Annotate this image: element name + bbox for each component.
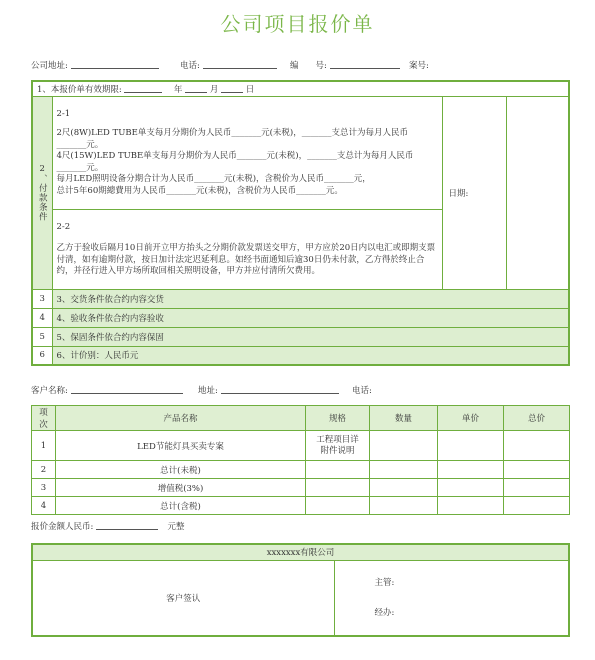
row-spec[interactable]: [306, 461, 370, 479]
terms-table: [31, 80, 570, 366]
phone-label: 电话:: [179, 61, 200, 71]
amount-blank[interactable]: [96, 521, 158, 530]
signature-row: [32, 560, 569, 636]
payment-2-1-line: 2尺(8W)LED TUBE单支每月分期价为人民币_______元(未税)，_______支总计为每月人民币_______元。: [56, 128, 408, 150]
row-index: 3: [32, 479, 56, 497]
table-row: [32, 497, 570, 515]
terms-row: [32, 346, 569, 365]
col-header-price: 单价: [438, 406, 504, 431]
customer-address-blank[interactable]: [221, 385, 339, 394]
customer-info-line: [31, 384, 571, 396]
row-spec[interactable]: [306, 497, 370, 515]
signature-table: [31, 543, 570, 637]
payment-2-1-line: 每月LED照明设备分期合计为人民币_______元(未税)，含税价为人民币_______元，: [56, 174, 371, 184]
row-price[interactable]: [438, 479, 504, 497]
approval-cell: [334, 560, 569, 636]
payment-2-1: [52, 96, 442, 209]
amount-label: 报价金额人民币:: [31, 522, 94, 532]
row-qty[interactable]: [370, 479, 438, 497]
terms-row: [32, 308, 569, 327]
payment-row-1: [32, 96, 569, 209]
payment-2-2: [52, 209, 442, 289]
company-info-line: [31, 59, 571, 71]
day-label: 日: [245, 84, 255, 95]
col-header-total: 总价: [504, 406, 570, 431]
payment-vertical-label: 、付款条件: [37, 173, 48, 222]
col-header-product: 产品名称: [56, 406, 306, 431]
terms-row-text: 5、保固条件依合约内容保固: [52, 327, 569, 346]
row-total[interactable]: [504, 431, 570, 461]
row-qty[interactable]: [370, 461, 438, 479]
product-table: [31, 405, 570, 515]
company-address-label: 公司地址:: [31, 61, 68, 71]
col-header-index: 项次: [32, 406, 56, 431]
table-row: [32, 479, 570, 497]
signature-header-row: [32, 544, 569, 560]
manager-label[interactable]: 主管:: [374, 577, 395, 588]
case-number-label: 案号:: [408, 61, 429, 71]
terms-row-num: 4: [32, 308, 52, 327]
date-value-cell[interactable]: [506, 96, 569, 289]
validity-year-blank[interactable]: [124, 84, 162, 93]
row-qty[interactable]: [370, 497, 438, 515]
validity-row: [32, 81, 569, 96]
row-price[interactable]: [438, 461, 504, 479]
terms-row: [32, 327, 569, 346]
customer-phone-label: 电话:: [351, 386, 372, 396]
date-cell: 日期:: [442, 96, 506, 289]
payment-num: 2: [39, 163, 45, 174]
number-blank[interactable]: [330, 60, 400, 69]
company-name: xxxxxxx有限公司: [32, 544, 569, 560]
company-address-blank[interactable]: [71, 60, 159, 69]
payment-2-1-title: 2-1: [56, 108, 71, 119]
terms-row-text: 3、交货条件依合约内容交货: [52, 289, 569, 308]
validity-month-blank[interactable]: [185, 84, 207, 93]
month-label: 月: [209, 84, 219, 95]
row-index: 1: [32, 431, 56, 461]
row-product: 总计(含税): [56, 497, 306, 515]
terms-row-text: 6、计价别：人民币元: [52, 346, 569, 365]
row-product: 总计(未税): [56, 461, 306, 479]
row-total[interactable]: [504, 461, 570, 479]
row-index: 2: [32, 461, 56, 479]
row-spec[interactable]: [306, 479, 370, 497]
terms-row-text: 4、验收条件依合约内容验收: [52, 308, 569, 327]
customer-name-blank[interactable]: [71, 385, 183, 394]
amount-line: [31, 520, 571, 532]
table-row: [32, 431, 570, 461]
row-total[interactable]: [504, 497, 570, 515]
terms-row-num: 3: [32, 289, 52, 308]
table-row: [32, 461, 570, 479]
number-label: 编 号:: [289, 61, 327, 71]
row-price[interactable]: [438, 431, 504, 461]
page-title: 公司项目报价单: [220, 12, 375, 36]
row-product: 增值税(3%): [56, 479, 306, 497]
row-index: 4: [32, 497, 56, 515]
validity-day-blank[interactable]: [221, 84, 243, 93]
col-header-qty: 数量: [370, 406, 438, 431]
payment-2-2-title: 2-2: [56, 221, 71, 232]
customer-name-label: 客户名称:: [31, 386, 68, 396]
payment-2-2-text: 乙方于验收后隔月10日前开立甲方抬头之分期价款发票送交甲方，甲方应於20日内以电汇或即期支票付清，如有逾期付款，按日加计法定迟延利息。如经书面通知后逾30日仍未付款，乙方得於终止合约，并径行进入甲方场所取回相关照明设备，甲方并应付清所欠费用。: [56, 243, 436, 276]
row-price[interactable]: [438, 497, 504, 515]
payment-2-1-line: 4尺(15W)LED TUBE单支每月分期价为人民币_______元(未税)，_______支总计为每月人民币_______元。: [56, 151, 414, 173]
payment-section-label: [32, 96, 52, 289]
year-label: 年: [173, 84, 183, 95]
customer-signature[interactable]: 客户签认: [32, 560, 334, 636]
row-qty[interactable]: [370, 431, 438, 461]
row-spec: 工程项目详附件说明: [306, 431, 370, 461]
terms-row: [32, 289, 569, 308]
handler-label[interactable]: 经办:: [374, 607, 395, 618]
validity-label: 1、本报价单有效期限:: [37, 84, 122, 95]
phone-blank[interactable]: [203, 60, 277, 69]
terms-row-num: 6: [32, 346, 52, 365]
terms-row-num: 5: [32, 327, 52, 346]
row-total[interactable]: [504, 479, 570, 497]
col-header-spec: 规格: [306, 406, 370, 431]
amount-suffix: 元整: [167, 522, 185, 532]
product-header-row: [32, 406, 570, 431]
customer-address-label: 地址:: [197, 386, 218, 396]
row-product: LED节能灯具买卖专案: [56, 431, 306, 461]
payment-2-1-line: 总计5年60期總費用为人民币_______元(未税)，含税价为人民币_______元。: [56, 185, 343, 196]
